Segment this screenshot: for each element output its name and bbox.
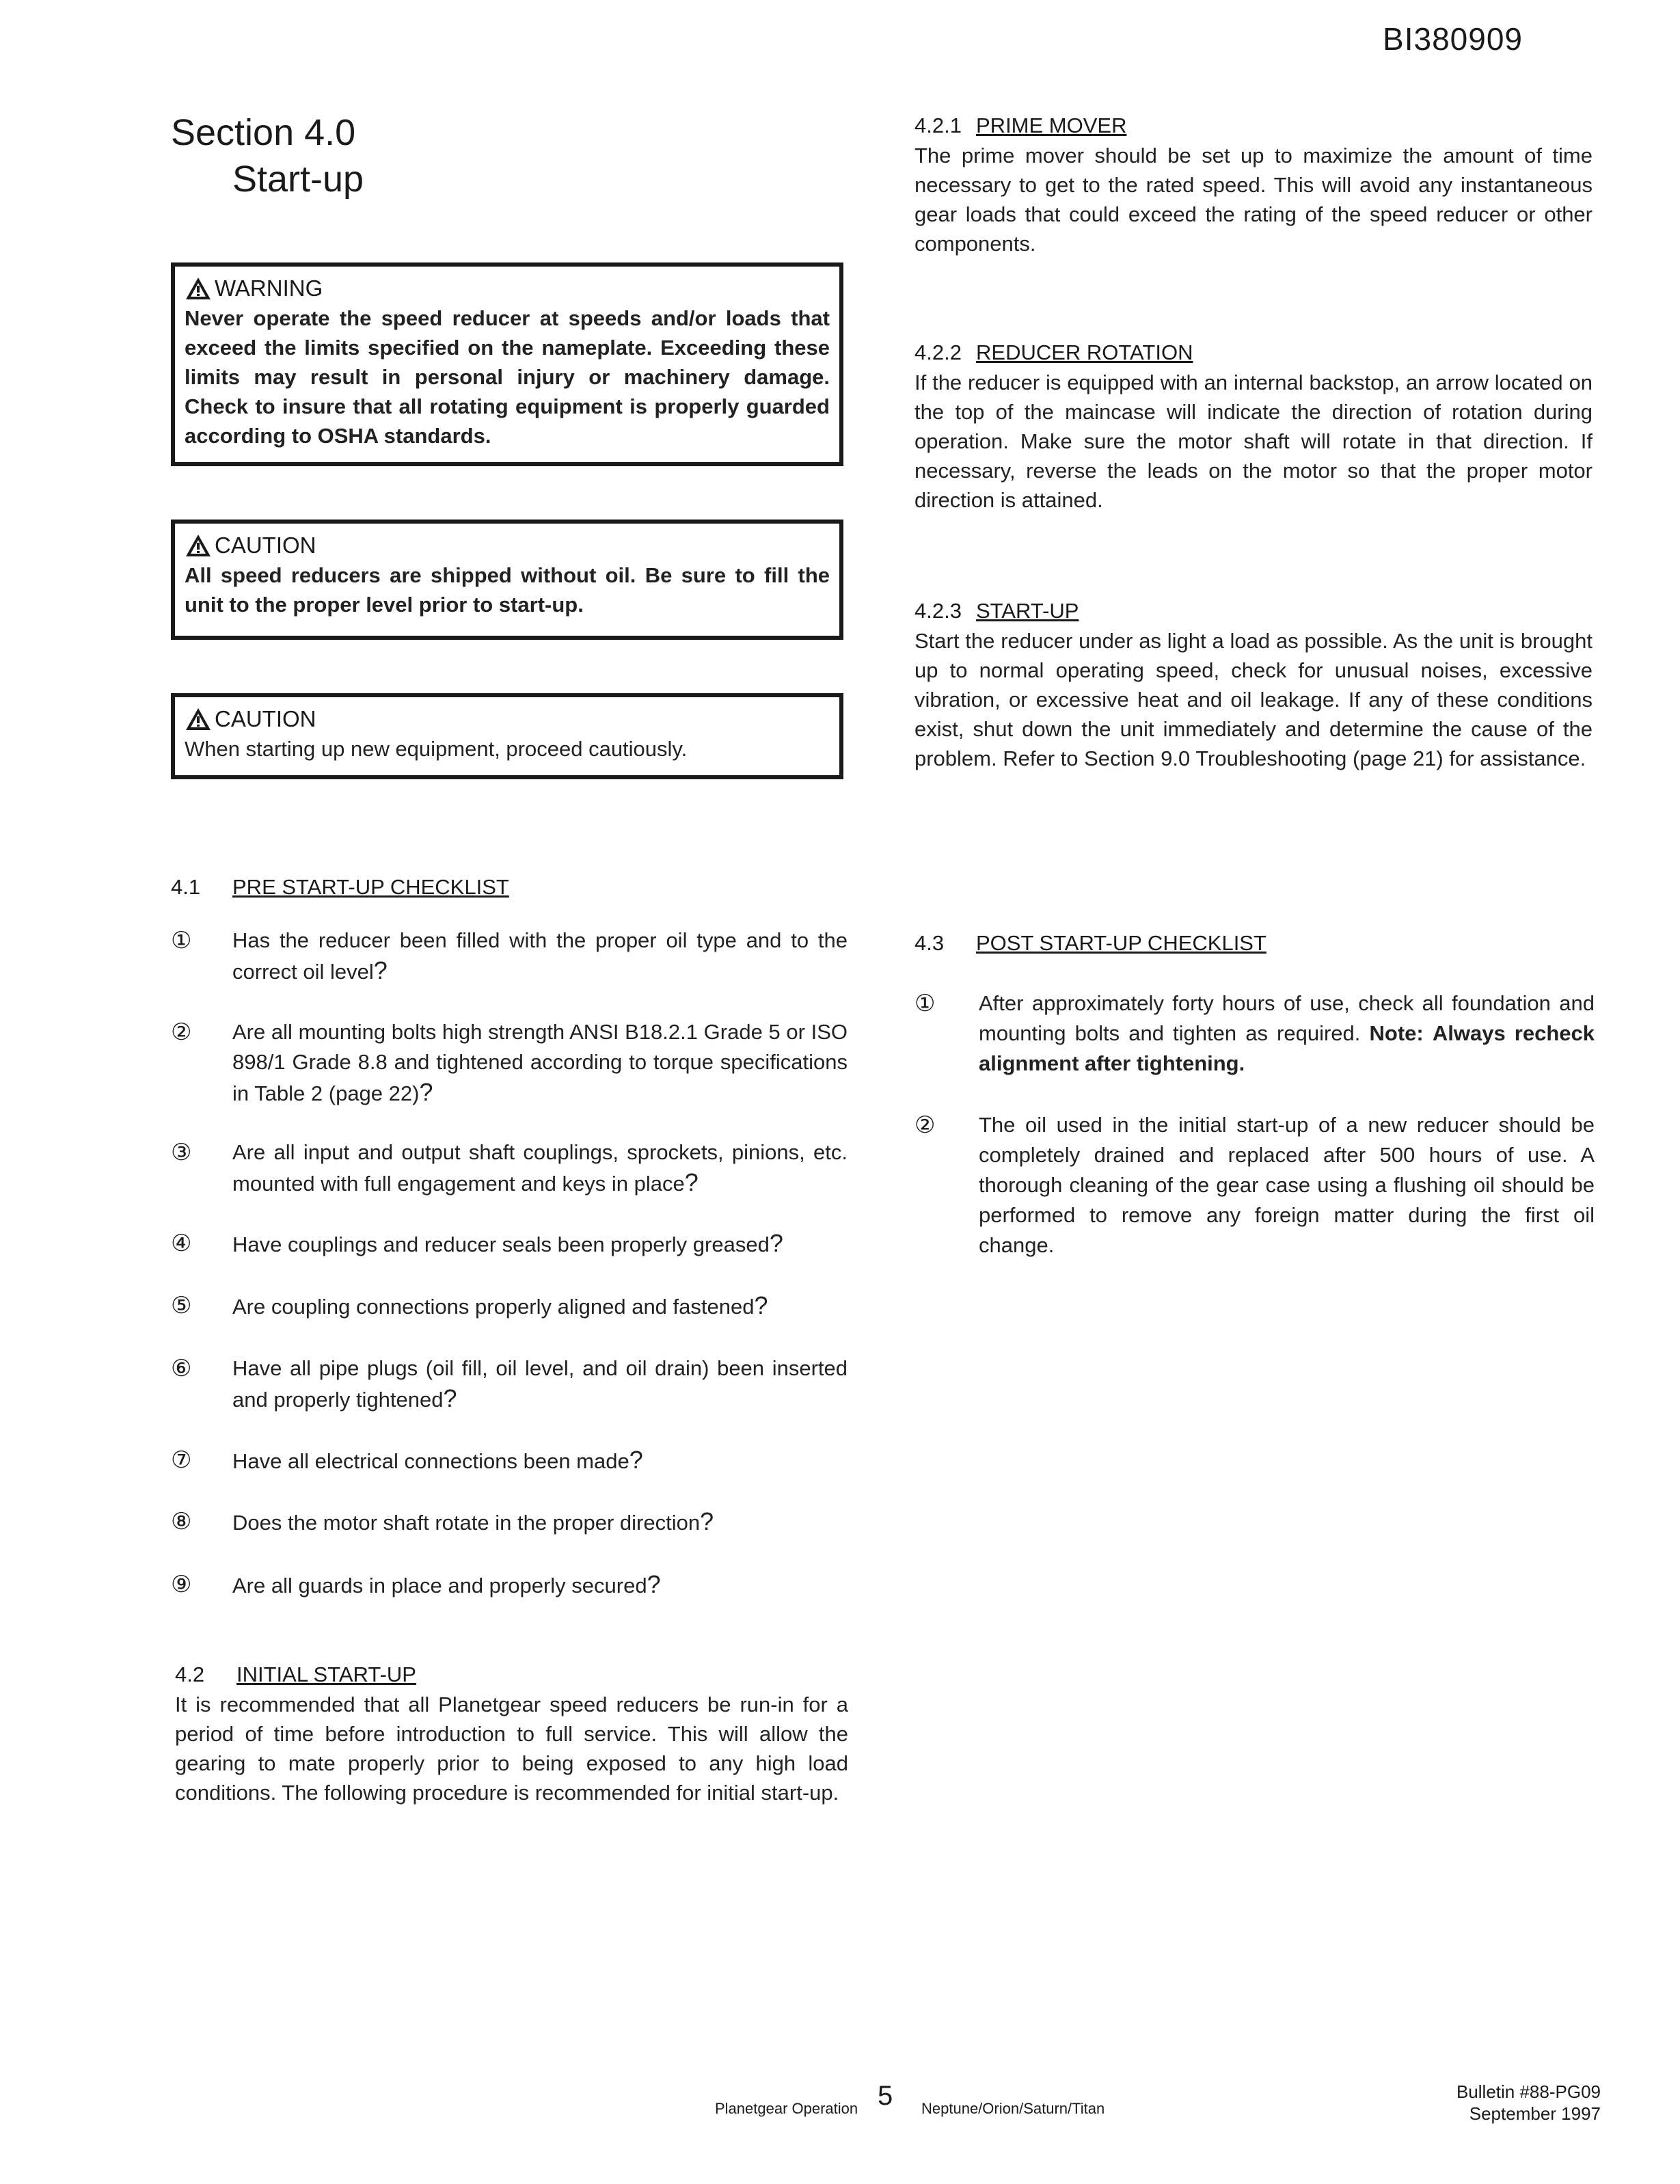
caution-box-oil — [171, 520, 843, 640]
caution-label: CAUTION — [215, 706, 316, 731]
note-text: Always recheck alignment after tightening. — [979, 1021, 1595, 1075]
heading-startup: 4.2.3 START-UP — [914, 599, 1079, 623]
warning-label: WARNING — [215, 275, 323, 301]
heading-reducer-rotation: 4.2.2 REDUCER ROTATION — [914, 340, 1193, 364]
bulletin-number: Bulletin #88-PG09 — [1456, 2081, 1601, 2102]
footer-left: Planetgear Operation — [715, 2100, 858, 2117]
footer-right: Neptune/Orion/Saturn/Titan — [921, 2100, 1105, 2117]
heading-pre-startup-checklist: 4.1 PRE START-UP CHECKLIST — [171, 875, 509, 899]
caution-label: CAUTION — [215, 532, 316, 558]
warning-triangle-icon — [185, 533, 212, 558]
warning-triangle-icon — [185, 707, 212, 731]
checklist-item: ① Has the reducer been filled with the proper oil type and to the correct oil level? — [171, 928, 848, 984]
warning-header — [185, 273, 830, 304]
post-checklist-item: ① After approximately forty hours of use, check all foundation and mounting bolts and tighten as required. Note: Always recheck alignment after tightening. — [914, 990, 1595, 1075]
caution-header — [185, 530, 830, 561]
reducer-rotation-text: If the reducer is equipped with an internal backstop, an arrow located on the top of the maincase will indicate the direction of rotation during operation. Make sure the motor shaft will rotate in that direction. If necessary, reverse the leads on the motor so that the proper motor direction is attained. — [914, 370, 1593, 512]
section-subtitle: Start-up — [232, 159, 364, 200]
page-number: 5 — [878, 2081, 893, 2111]
note-label: Note: — [1369, 1021, 1424, 1045]
checklist-item: ④ Have couplings and reducer seals been properly greased? — [171, 1229, 783, 1257]
heading-initial-startup: 4.2 INITIAL START-UP — [175, 1662, 416, 1686]
caution-box-new-equipment — [171, 693, 843, 779]
prime-mover-text: The prime mover should be set up to maximize the amount of time necessary to get to the rated speed. This will avoid any instantaneous gear loads that could exceed the rating of the speed reducer or other components. — [914, 144, 1593, 256]
checklist-item: ⑦ Have all electrical connections been made? — [171, 1446, 643, 1474]
caution-header — [185, 704, 830, 734]
warning-text: Never operate the speed reducer at speeds and/or loads that exceed the limits specified on the nameplate. Exceeding these limits may result in personal injury or machinery damage. Check to insure that all rotating equipment is properly guarded according to OSHA standards. — [185, 306, 830, 448]
warning-box — [171, 262, 843, 466]
post-checklist-item: ② The oil used in the initial start-up of a new reducer should be completely drained and replaced after 500 hours of use. A thorough cleaning of the gear case using a flushing oil should be performed to remove any foreign matter during the first oil change. — [914, 1112, 1595, 1257]
caution-text: When starting up new equipment, proceed cautiously. — [185, 737, 688, 761]
bulletin-info — [1457, 2081, 1601, 2125]
checklist-item: ② Are all mounting bolts high strength ANSI B18.2.1 Grade 5 or ISO 898/1 Grade 8.8 and tightened according to torque specifications in Table 2 (page 22)? — [171, 1019, 848, 1106]
bulletin-date: September 1997 — [1469, 2103, 1601, 2124]
checklist-item: ③ Are all input and output shaft couplings, sprockets, pinions, etc. mounted with full engagement and keys in place? — [171, 1140, 848, 1196]
checklist-item: ⑥ Have all pipe plugs (oil fill, oil level, and oil drain) been inserted and properly tightened? — [171, 1356, 848, 1412]
initial-startup-text: It is recommended that all Planetgear speed reducers be run-in for a period of time before introduction to full service. This will allow the gearing to mate properly prior to being exposed to any high load conditions. The following procedure is recommended for initial start-up. — [175, 1693, 848, 1805]
startup-text: Start the reducer under as light a load as possible. As the unit is brought up to normal operating speed, check for unusual noises, excessive vibration, or excessive heat and oil leakage. If any of these conditions exist, shut down the unit immediately and determine the cause of the problem. Refer to Section 9.0 Troubleshooting (page 21) for assistance. — [914, 629, 1593, 770]
document-id: BI380909 — [1383, 21, 1523, 57]
checklist-item: ⑨ Are all guards in place and properly secured? — [171, 1570, 661, 1598]
checklist-item: ⑤ Are coupling connections properly aligned and fastened? — [171, 1291, 768, 1319]
caution-text: All speed reducers are shipped without oil. Be sure to fill the unit to the proper level prior to start-up. — [185, 563, 830, 617]
heading-prime-mover: 4.2.1 PRIME MOVER — [914, 113, 1127, 137]
checklist-item: ⑧ Does the motor shaft rotate in the proper direction? — [171, 1507, 714, 1535]
section-title: Section 4.0 — [171, 112, 356, 153]
warning-triangle-icon — [185, 276, 212, 301]
heading-post-startup-checklist: 4.3 POST START-UP CHECKLIST — [914, 931, 1266, 955]
